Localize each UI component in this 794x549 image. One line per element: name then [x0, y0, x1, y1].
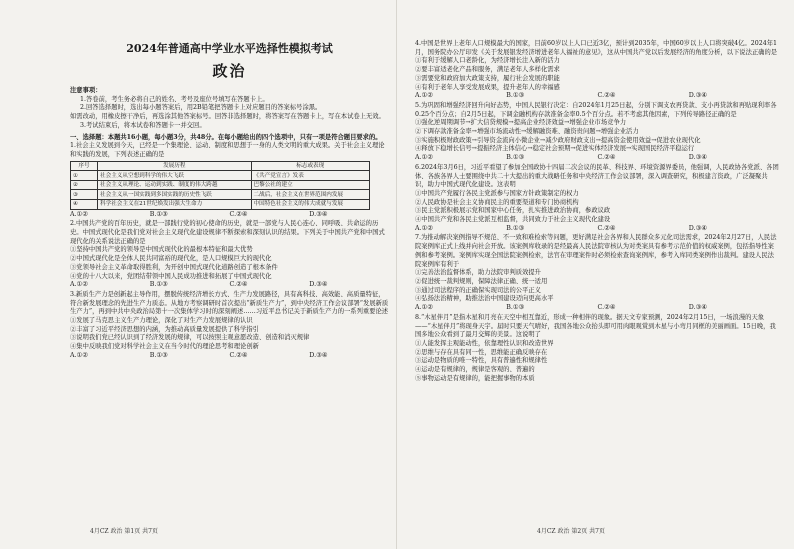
q3-option-1: ①发展了马克思主义生产力理论，深化了对生产力发展规律的认识 [70, 317, 253, 325]
q7-option-1: ①完善法治监督体系，助力法院审判质效提升 [415, 269, 541, 277]
table-row [71, 200, 370, 210]
answer-c: C.②④ [229, 210, 248, 218]
table-cell: ② [71, 180, 98, 190]
table-cell: 二战后，社会主义在世界范围内发展 [251, 190, 369, 200]
q6-stem: 6.2024年3月6日，习近平看望了参加全国政协十四届二次会议的民革、科技界、环境资源界委员，他强调，人民政协各党派、各团体、各族各界人士要围绕中共二十大提出的重大战略任务和中央经济工作会议部署，深入调查研究，积极建言资政，广泛凝聚共识，助力中国式现代化建设。这表明 [415, 163, 779, 189]
table-cell: ③ [71, 190, 98, 200]
q3-option-2: ②丰富了习近平经济思想的内涵，为推动高质量发展提供了科学指引 [70, 325, 259, 333]
q7-stem: 7.为推动解决案例指导不规范、不一致和难检索等问题，更好满足社会各界和人民群众多元化司法需求，2024年2月27日，人民法院案例库正式上线并向社会开放。该案例库收录的是经最高人民法院审核认为对类案具有参考示范价值的权威案例，包括指导性案例和参考案例。案例库实现全国法院案例检索，法官在审理案件时必须检索查询案例库，参考入库同类案例作出裁判。建设人民法院案例库有利于 [415, 234, 777, 268]
q4-stem: 4.中国是世界上老年人口规模最大的国家，目前60岁以上人口已近3亿，预计到2035年，中国60岁以上人口将突破4亿。2024年1月，国务院办公厅印发《关于发展银发经济增进老年人福祉的意见》，这从中国共产党以后发展经济的角度分析，以下说法正确的是 [415, 40, 778, 56]
q2-option-1: ①坚持中国共产党的领导是中国式现代化的最根本特征和最大优势 [70, 246, 253, 254]
q8-option-2: ②思维与存在具有同一性，思维能正确反映存在 [415, 348, 548, 356]
table-cell: 《共产党宣言》发表 [251, 171, 369, 181]
table-cell: 社会主义从一国实践到多国实践的历史性飞跃 [98, 190, 252, 200]
q7-answers [415, 304, 780, 313]
q5-option-1: ①强化逆周期调节→扩大信贷规模→提高企业经济效益→增强企业市场竞争力 [415, 119, 627, 127]
answer-a: A.①② [415, 304, 433, 312]
q2-answers [70, 281, 389, 290]
answer-a: A.①② [415, 92, 433, 100]
q8-option-1: ①人能发挥主观能动性，依靠理性认识和改造世界 [415, 339, 554, 347]
q5-option-3: ③实施积极财政政策→引导资金流向小微企业→减少政府财政支出→提高资金使用效益→促进农业现代化 [415, 136, 701, 144]
page-footer: 4月CZ 政治 第2页 共7页 [537, 528, 605, 535]
answer-d: D.③④ [309, 281, 328, 289]
exam-title: 2024年普通高中学业水平选择性模拟考试 [126, 42, 333, 55]
note-2: 2.回答选择题时，选出每小题答案后，用2B铅笔把答题卡上对应题目的答案标号涂黑。 [80, 104, 322, 112]
answer-b: B.①③ [149, 351, 168, 359]
q6-option-3: ③民主党派积极展示党和国家中心任务，扎实推进政治协商，参政议政 [415, 207, 611, 215]
q2-stem: 2.中国共产党的百年历史，就是一部践行党的初心使命的历史，就是一部党与人民心连心、同呼吸、共命运的历史。中国式现代化是我们党对社会主义现代化建设规律不断探索和深刻认识的结果。下列关于中国共产党和中国式现代化的关系说法正确的是 [70, 220, 385, 245]
q5-stem: 5.为巩固和增强经济回升向好态势，中国人民银行决定：自2024年1月25日起，分别下调支农再贷款、支小再贷款和再贴现利率各0.25个百分点；自2月5日起，下调金融机构存款准备金率0.5个百分点。若不考虑其他因素，下列传导路径正确的是 [415, 101, 777, 118]
table-header-row [71, 161, 370, 171]
q1-table [70, 161, 370, 210]
q3-option-4: ④集中反映我们党对科学社会主义在当今时代的理论思考和理论创新 [70, 343, 259, 351]
q3-answers [70, 352, 389, 361]
q8-stem: 8.“木星伴月”是指木星和月亮在天空中相互靠近，形成一种相伴的现象。据天文专家预测，2024年2月15日，一场浪漫的天象——“木星伴月”将现身天宇。届时只要天气晴好，我国各地公众抬头即可用肉眼观赏到木星与小弯月同框的美丽画面。15日晚，我国多地公众看到了最月交辉的美景。这说明了 [415, 313, 776, 339]
page-2 [397, 0, 794, 549]
answer-d: D.③④ [688, 92, 707, 100]
q2-option-3: ③党领导社会主义革命取得胜利，为开创中国式现代化道路创造了根本条件 [70, 263, 278, 271]
answer-a: A.①② [415, 224, 433, 232]
exam-subject: 政治 [212, 62, 247, 80]
q4-option-2: ②要丰富适老化产品和服务，满足老年人多样化需求 [415, 66, 560, 74]
note-2-cont: 如需改动，用橡皮擦干净后，再选涂其他答案标号。回答非选择题时，将答案写在答题卡上，写在本试卷上无效。 [70, 113, 385, 121]
q6-option-1: ①中国共产党履行各民主党派参与国家方针政策制定的权力 [415, 189, 579, 197]
q6-option-4: ④中国共产党和各民主党派互相监督，共同致力于社会主义现代化建设 [415, 216, 611, 224]
table-header: 发展历程 [98, 161, 252, 171]
answer-b: B.①③ [149, 210, 168, 218]
note-1: 1.答卷前，考生务必将自己的姓名、考号及座位号填写在答题卡上。 [80, 95, 269, 103]
q3-option-3: ③说明我们党已经认识到了经济发展的规律，可以按照主观意愿改造、创造和消灭规律 [70, 334, 310, 342]
answer-b: B.①③ [506, 224, 525, 232]
table-cell: 社会主义从理论、运动到实践、制度的伟大跨越 [98, 180, 252, 190]
table-cell: ① [71, 171, 98, 181]
table-header: 序号 [71, 161, 98, 171]
note-3: 3.考试结束后，将本试卷和答题卡一并交回。 [80, 121, 206, 129]
answer-c: C.②④ [229, 351, 248, 359]
answer-b: B.①③ [506, 154, 525, 162]
q2-option-4: ④党的十八大以来，党团结带领中国人民成功推进和拓展了中国式现代化 [70, 272, 272, 280]
answer-c: C.②④ [597, 304, 616, 312]
answer-b: B.①③ [506, 92, 525, 100]
q4-option-1: ①有利于缓解人口老龄化，为经济增长注入新的活力 [415, 57, 560, 65]
q4-answers [415, 92, 780, 101]
q8-option-3: ③运动是物质的唯一特性，具有普遍性和规律性 [415, 357, 548, 365]
q7-option-2: ②促进统一裁判规则，保障法律正确、统一适用 [415, 277, 548, 285]
q1-answers [70, 211, 389, 220]
table-header: 标志或表现 [251, 161, 369, 171]
table-cell: 中国特色社会主义的伟大成就与发展 [251, 200, 369, 210]
q7-option-3: ③通过司法程序的正确保实现司法的公平正义 [415, 286, 541, 294]
answer-d: D.③④ [688, 154, 707, 162]
table-cell: 社会主义从空想到科学的伟大飞跃 [98, 171, 252, 181]
q5-answers [415, 154, 780, 163]
answer-d: D.③④ [688, 224, 707, 232]
q6-answers [415, 225, 780, 234]
q2-option-2: ②中国式现代化是全体人民共同富裕的现代化，是人口规模巨大的现代化 [70, 255, 272, 263]
q8-option-4: ④运动是有规律的，规律是客观的、普遍的 [415, 366, 535, 374]
section-1-heading: 一、选择题：本题共16小题，每小题3分，共48分。在每小题给出的四个选项中，只有一项是符合题目要求的。 [70, 133, 382, 141]
q1-stem: 1.社会主义发展到今天，已经是一个集理论、运动、制度和思想于一身的人类文明的重大成果。关于社会主义理论和实践的发展，下列表述正确的是 [70, 142, 385, 158]
q4-option-4: ④有利于老年人享受发展成果，提升老年人的幸福感 [415, 83, 560, 91]
answer-a: A.①② [70, 281, 88, 289]
q5-option-4: ④释放下稳增长信号→提振经济主体信心→稳定社会预期→促进实体经济发展→实现国民经济平稳运行 [415, 145, 695, 153]
table-row [71, 190, 370, 200]
table-cell: 科学社会主义在21世纪焕发出强大生命力 [98, 200, 252, 210]
answer-c: C.②④ [597, 92, 616, 100]
q8-option-5: ⑤事物运动是有规律的，能把握事物的本质 [415, 374, 535, 382]
answer-b: B.①③ [506, 304, 525, 312]
answer-c: C.②④ [597, 224, 616, 232]
q6-option-2: ②人民政协是社会主义协商民主的重要渠道和专门协商机构 [415, 198, 579, 206]
notes-heading: 注意事项： [70, 87, 102, 94]
answer-a: A.①② [70, 210, 88, 218]
answer-a: A.①② [415, 154, 433, 162]
q7-option-4: ④弘扬法治精神，助推法治中国建设迈向更高水平 [415, 295, 554, 303]
answer-c: C.②④ [229, 281, 248, 289]
answer-d: D.③④ [309, 210, 328, 218]
table-row [71, 171, 370, 181]
q5-option-2: ②下调存款准备金率→增强市场流动性→缓解融资难、融资贵问题→增强企业活力 [415, 128, 639, 136]
answer-d: D.③④ [309, 351, 328, 359]
answer-c: C.②④ [597, 154, 616, 162]
table-row [71, 180, 370, 190]
answer-d: D.③④ [688, 304, 707, 312]
page-footer: 4月CZ 政治 第1页 共7页 [90, 528, 158, 535]
q3-stem: 3.新质生产力是创新起主导作用，摆脱传统经济增长方式、生产力发展路径，具有高科技、高效能、高质量特征，符合新发展理念的先进生产力质态。从地方考察调研时首次提出“新质生产力”，到中央经济工作会议部署“发展新质生产力”，再到中共中央政治局第十一次集体学习时的深刻阐述……习近平总书记关于新质生产力的一系列重要论述 [70, 290, 389, 316]
table-cell: 巴黎公社的建立 [251, 180, 369, 190]
table-cell: ④ [71, 200, 98, 210]
answer-a: A.①② [70, 351, 88, 359]
answer-b: B.①③ [149, 281, 168, 289]
q4-option-3: ③需要党和政府加大政策支持，履行社会发展的职能 [415, 74, 560, 82]
